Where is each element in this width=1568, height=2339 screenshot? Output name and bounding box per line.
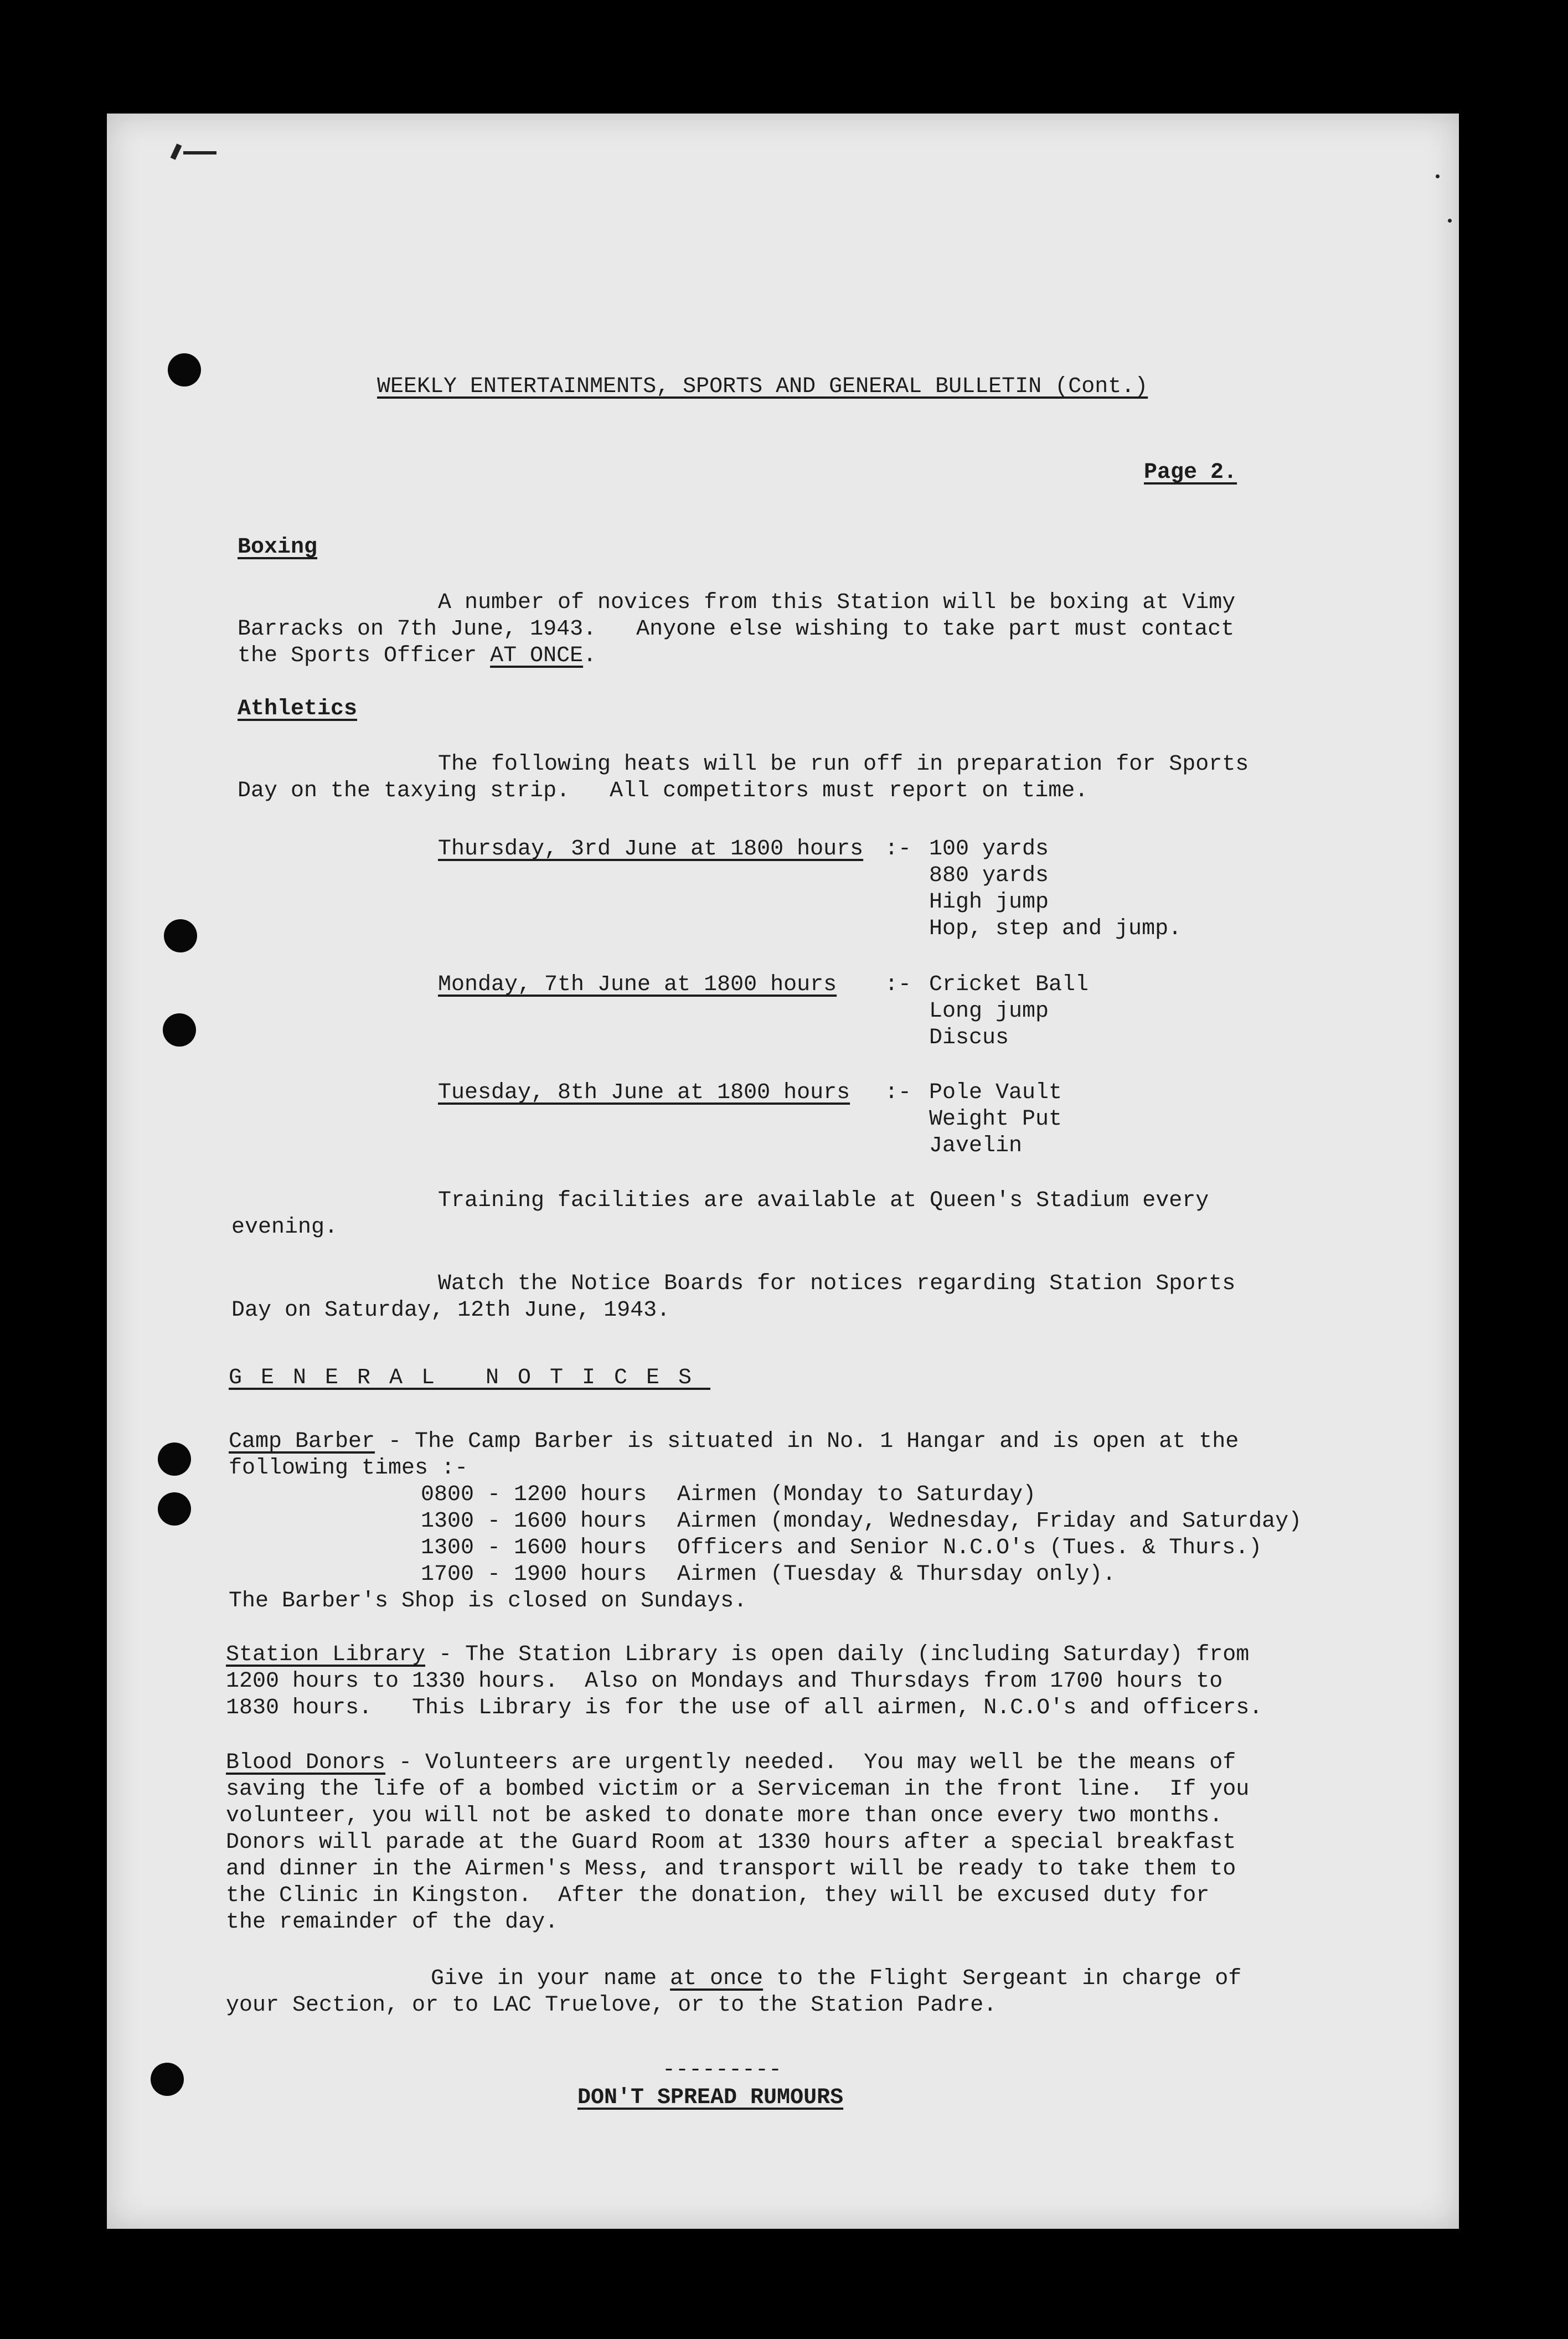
barber-hours: 0800 - 1200 hours (421, 1482, 647, 1507)
heat-separator: :- (885, 1080, 912, 1105)
heat-event: Hop, step and jump. (929, 916, 1182, 941)
library-line: 1200 hours to 1330 hours. Also on Mondays and Thursdays from 1700 hours to (226, 1669, 1223, 1694)
heat-event: Cricket Ball (929, 972, 1089, 997)
heat-event: 100 yards (929, 837, 1049, 862)
heat-event: 880 yards (929, 863, 1049, 888)
scan-mark (183, 151, 216, 154)
watch-line: Watch the Notice Boards for notices regarding Station Sports (438, 1271, 1236, 1296)
blood-line: Blood Donors - Volunteers are urgently needed. You may well be the means of (226, 1750, 1236, 1775)
separator-dashes: --------- (662, 2058, 782, 2083)
punch-hole (151, 2063, 184, 2096)
library-line: 1830 hours. This Library is for the use of all airmen, N.C.O's and officers. (226, 1696, 1263, 1720)
heat-event: Long jump (929, 999, 1049, 1024)
blood-line: Donors will parade at the Guard Room at 1330 hours after a special breakfast (226, 1830, 1236, 1855)
athletics-intro: Day on the taxying strip. All competitors must report on time. (238, 779, 1089, 803)
heat-event: Weight Put (929, 1107, 1062, 1132)
training-line: Training facilities are available at Queen's Stadium every (438, 1188, 1209, 1213)
barber-hours: 1300 - 1600 hours (421, 1536, 647, 1560)
training-line: evening. (231, 1215, 338, 1240)
barber-hours: 1700 - 1900 hours (421, 1562, 647, 1587)
blood-line: saving the life of a bombed victim or a Serviceman in the front line. If you (226, 1777, 1250, 1802)
barber-closed: The Barber's Shop is closed on Sundays. (229, 1589, 747, 1614)
library-label: Station Library (226, 1642, 426, 1667)
at-once-emphasis: AT ONCE (490, 643, 584, 668)
barber-line: Camp Barber - The Camp Barber is situated in No. 1 Hangar and is open at the (229, 1429, 1239, 1454)
general-notices-heading: GENERAL NOTICES (229, 1366, 711, 1390)
heat-separator: :- (885, 972, 912, 997)
heat-day: Monday, 7th June at 1800 hours (438, 972, 837, 997)
punch-hole (158, 1492, 191, 1526)
scan-mark (171, 143, 182, 160)
punch-hole (164, 919, 197, 952)
blood-line: volunteer, you will not be asked to donate more than once every two months. (226, 1804, 1223, 1828)
heat-day: Tuesday, 8th June at 1800 hours (438, 1080, 850, 1105)
punch-hole (163, 1013, 196, 1047)
heat-event: Pole Vault (929, 1080, 1062, 1105)
barber-line: following times :- (229, 1456, 468, 1481)
barber-who: Airmen (Monday to Saturday) (677, 1482, 1036, 1507)
blood-line: the Clinic in Kingston. After the donation, they will be excused duty for (226, 1883, 1210, 1908)
heat-event: High jump (929, 890, 1049, 915)
at-once-emphasis: at once (670, 1966, 764, 1991)
punch-hole (168, 353, 201, 387)
boxing-line: Barracks on 7th June, 1943. Anyone else wishing to take part must contact (238, 617, 1235, 642)
footer-slogan: DON'T SPREAD RUMOURS (577, 2085, 844, 2110)
heat-event: Discus (929, 1026, 1009, 1050)
scan-mark (1448, 219, 1452, 223)
document-page (107, 114, 1459, 2229)
barber-who: Officers and Senior N.C.O's (Tues. & Thurs.) (677, 1536, 1262, 1560)
boxing-line: the Sports Officer AT ONCE. (238, 643, 597, 668)
boxing-heading: Boxing (238, 535, 318, 560)
library-line: Station Library - The Station Library is open daily (including Saturday) from (226, 1642, 1250, 1667)
boxing-line: A number of novices from this Station will be boxing at Vimy (438, 590, 1236, 615)
barber-who: Airmen (monday, Wednesday, Friday and Saturday) (677, 1509, 1302, 1534)
barber-who: Airmen (Tuesday & Thursday only). (677, 1562, 1116, 1587)
heat-event: Javelin (929, 1134, 1023, 1158)
heat-day: Thursday, 3rd June at 1800 hours (438, 837, 864, 862)
give-name-line: your Section, or to LAC Truelove, or to the Station Padre. (226, 1993, 997, 2018)
watch-line: Day on Saturday, 12th June, 1943. (231, 1298, 670, 1323)
scan-mark (1436, 174, 1440, 178)
athletics-heading: Athletics (238, 697, 358, 722)
blood-line: and dinner in the Airmen's Mess, and transport will be ready to take them to (226, 1857, 1236, 1882)
punch-hole (158, 1442, 191, 1476)
blood-line: the remainder of the day. (226, 1910, 559, 1935)
page-number: Page 2. (1144, 460, 1237, 485)
barber-hours: 1300 - 1600 hours (421, 1509, 647, 1534)
give-name-line: Give in your name at once to the Flight Sergeant in charge of (431, 1966, 1242, 1991)
athletics-intro: The following heats will be run off in preparation for Sports (438, 752, 1249, 777)
heat-separator: :- (885, 837, 912, 862)
blood-label: Blood Donors (226, 1750, 386, 1775)
barber-label: Camp Barber (229, 1429, 375, 1454)
bulletin-header: WEEKLY ENTERTAINMENTS, SPORTS AND GENERAL BULLETIN (Cont.) (377, 374, 1148, 399)
